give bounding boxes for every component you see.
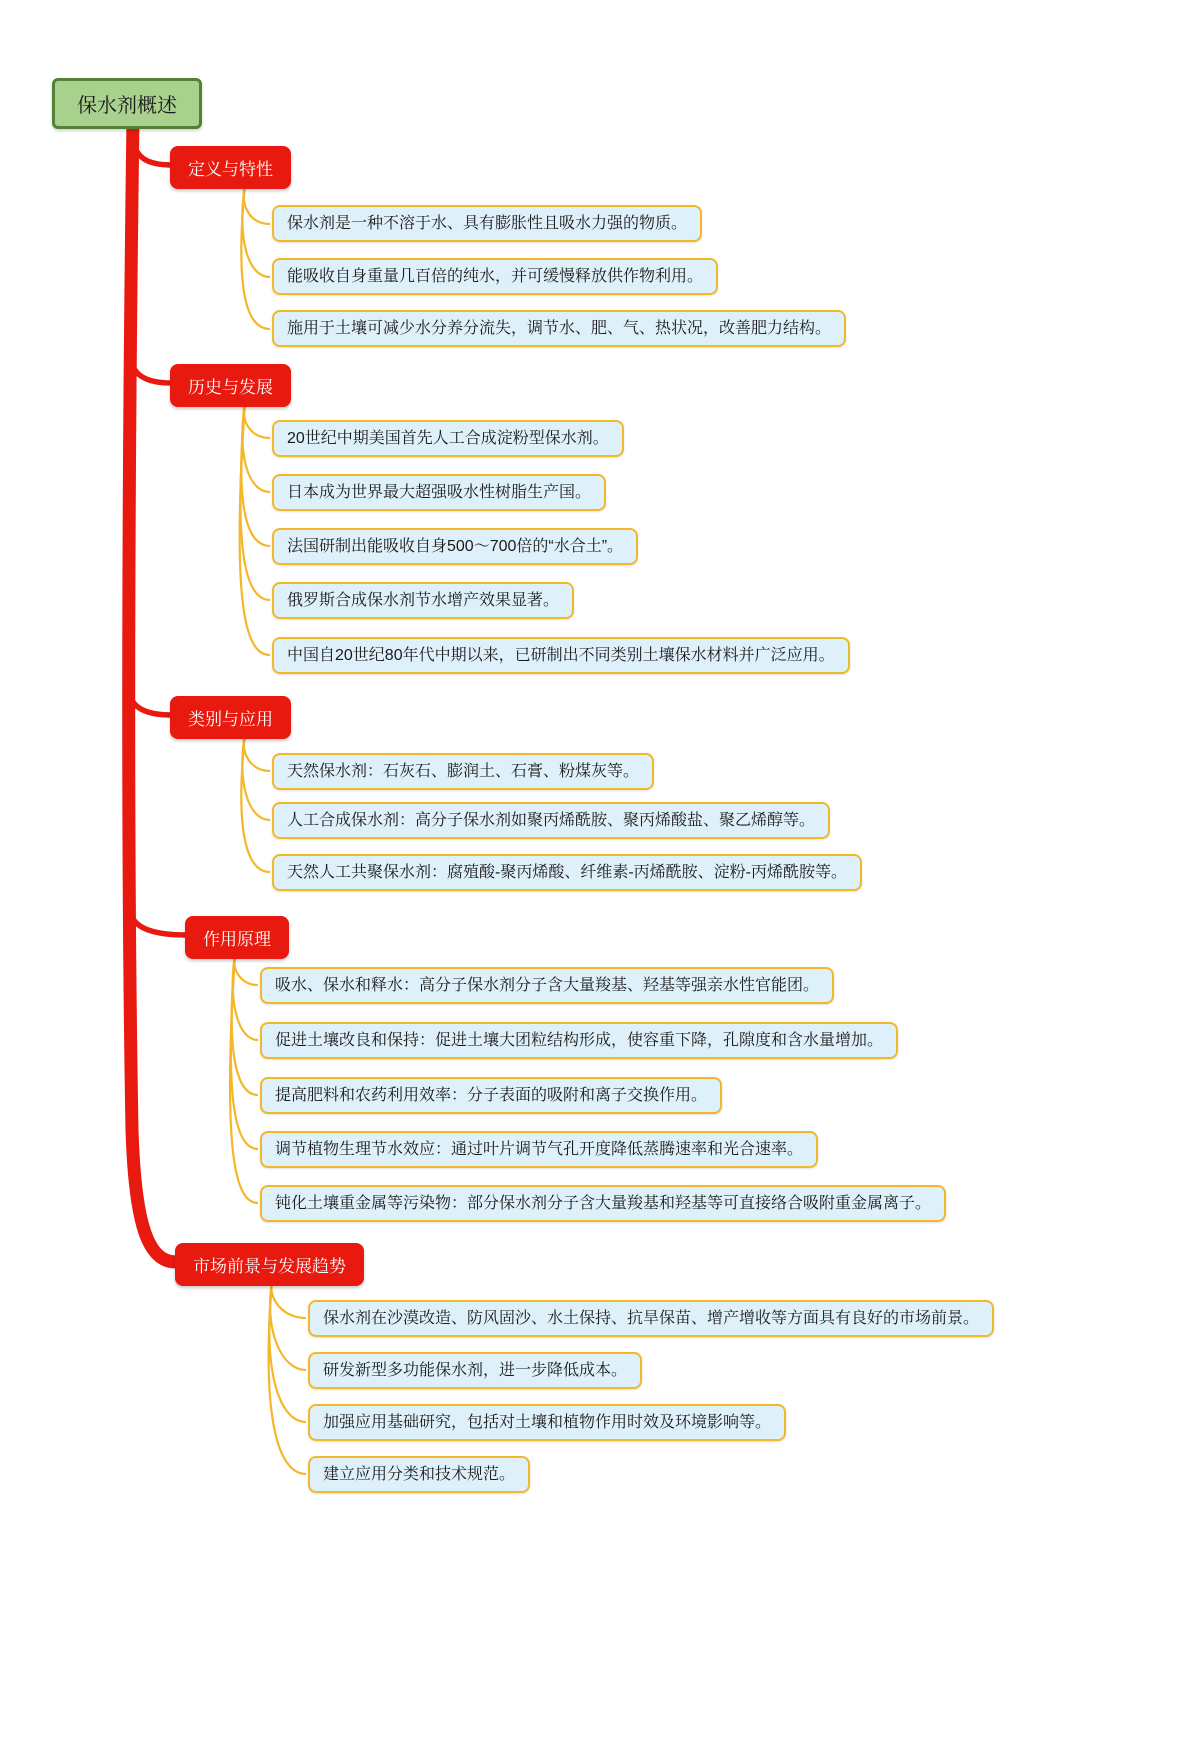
leaf-connector-3-1	[244, 734, 270, 771]
leaf-connector-3-2	[242, 734, 270, 820]
leaf-node[interactable]: 法国研制出能吸收自身500～700倍的“水合土”。	[272, 528, 638, 565]
leaf-node[interactable]: 人工合成保水剂：高分子保水剂如聚丙烯酰胺、聚丙烯酸盐、聚乙烯醇等。	[272, 802, 830, 839]
leaf-node[interactable]: 吸水、保水和释水：高分子保水剂分子含大量羧基、羟基等强亲水性官能团。	[260, 967, 834, 1004]
leaf-connector-3-3	[241, 734, 270, 872]
leaf-connector-1-2	[242, 184, 270, 277]
leaf-node[interactable]: 天然人工共聚保水剂：腐殖酸-聚丙烯酸、纤维素-丙烯酰胺、淀粉-丙烯酰胺等。	[272, 854, 862, 891]
leaf-node[interactable]: 中国自20世纪80年代中期以来，已研制出不同类别土壤保水材料并广泛应用。	[272, 637, 850, 674]
leaf-node[interactable]: 促进土壤改良和保持：促进土壤大团粒结构形成，使容重下降，孔隙度和含水量增加。	[260, 1022, 898, 1059]
leaf-node[interactable]: 施用于土壤可减少水分养分流失，调节水、肥、气、热状况，改善肥力结构。	[272, 310, 846, 347]
leaf-node[interactable]: 20世纪中期美国首先人工合成淀粉型保水剂。	[272, 420, 624, 457]
branch-connector-1	[133, 135, 172, 165]
branch-connector-2	[130, 352, 172, 383]
leaf-node[interactable]: 加强应用基础研究，包括对土壤和植物作用时效及环境影响等。	[308, 1404, 786, 1441]
leaf-connector-5-4	[269, 1281, 306, 1474]
leaf-node[interactable]: 保水剂是一种不溶于水、具有膨胀性且吸水力强的物质。	[272, 205, 702, 242]
leaf-connector-5-3	[269, 1281, 306, 1422]
leaf-node[interactable]: 能吸收自身重量几百倍的纯水，并可缓慢释放供作物利用。	[272, 258, 718, 295]
leaf-connector-4-5	[230, 954, 258, 1203]
leaf-node[interactable]: 俄罗斯合成保水剂节水增产效果显著。	[272, 582, 574, 619]
leaf-connector-2-3	[241, 402, 270, 546]
branch-connector-3	[128, 685, 172, 715]
branch-connector-4	[129, 905, 187, 935]
leaf-connector-5-1	[271, 1281, 306, 1318]
branch-node-definition[interactable]: 定义与特性	[170, 146, 291, 189]
leaf-connector-4-4	[231, 954, 258, 1149]
leaf-node[interactable]: 研发新型多功能保水剂，进一步降低成本。	[308, 1352, 642, 1389]
leaf-connector-2-4	[240, 402, 270, 600]
leaf-node[interactable]: 天然保水剂：石灰石、膨润土、石膏、粉煤灰等。	[272, 753, 654, 790]
spine-connector	[129, 118, 176, 1262]
leaf-node[interactable]: 钝化土壤重金属等污染物：部分保水剂分子含大量羧基和羟基等可直接络合吸附重金属离子。	[260, 1185, 946, 1222]
leaf-connector-1-3	[241, 184, 270, 329]
leaf-node[interactable]: 日本成为世界最大超强吸水性树脂生产国。	[272, 474, 606, 511]
branch-node-history[interactable]: 历史与发展	[170, 364, 291, 407]
branch-node-mechanism[interactable]: 作用原理	[185, 916, 289, 959]
leaf-node[interactable]: 调节植物生理节水效应：通过叶片调节气孔开度降低蒸腾速率和光合速率。	[260, 1131, 818, 1168]
leaf-connector-1-1	[244, 184, 270, 224]
leaf-connector-2-5	[240, 402, 270, 655]
leaf-node[interactable]: 建立应用分类和技术规范。	[308, 1456, 530, 1493]
leaf-connector-4-3	[232, 954, 258, 1095]
branch-node-categories[interactable]: 类别与应用	[170, 696, 291, 739]
leaf-node[interactable]: 保水剂在沙漠改造、防风固沙、水土保持、抗旱保苗、增产增收等方面具有良好的市场前景。	[308, 1300, 994, 1337]
branch-node-market-prospects[interactable]: 市场前景与发展趋势	[175, 1243, 364, 1286]
leaf-node[interactable]: 提高肥料和农药利用效率：分子表面的吸附和离子交换作用。	[260, 1077, 722, 1114]
leaf-connector-2-1	[244, 402, 270, 438]
leaf-connector-2-2	[242, 402, 270, 492]
root-node[interactable]: 保水剂概述	[52, 78, 202, 129]
leaf-connector-5-2	[270, 1281, 306, 1370]
leaf-connector-4-2	[233, 954, 258, 1040]
